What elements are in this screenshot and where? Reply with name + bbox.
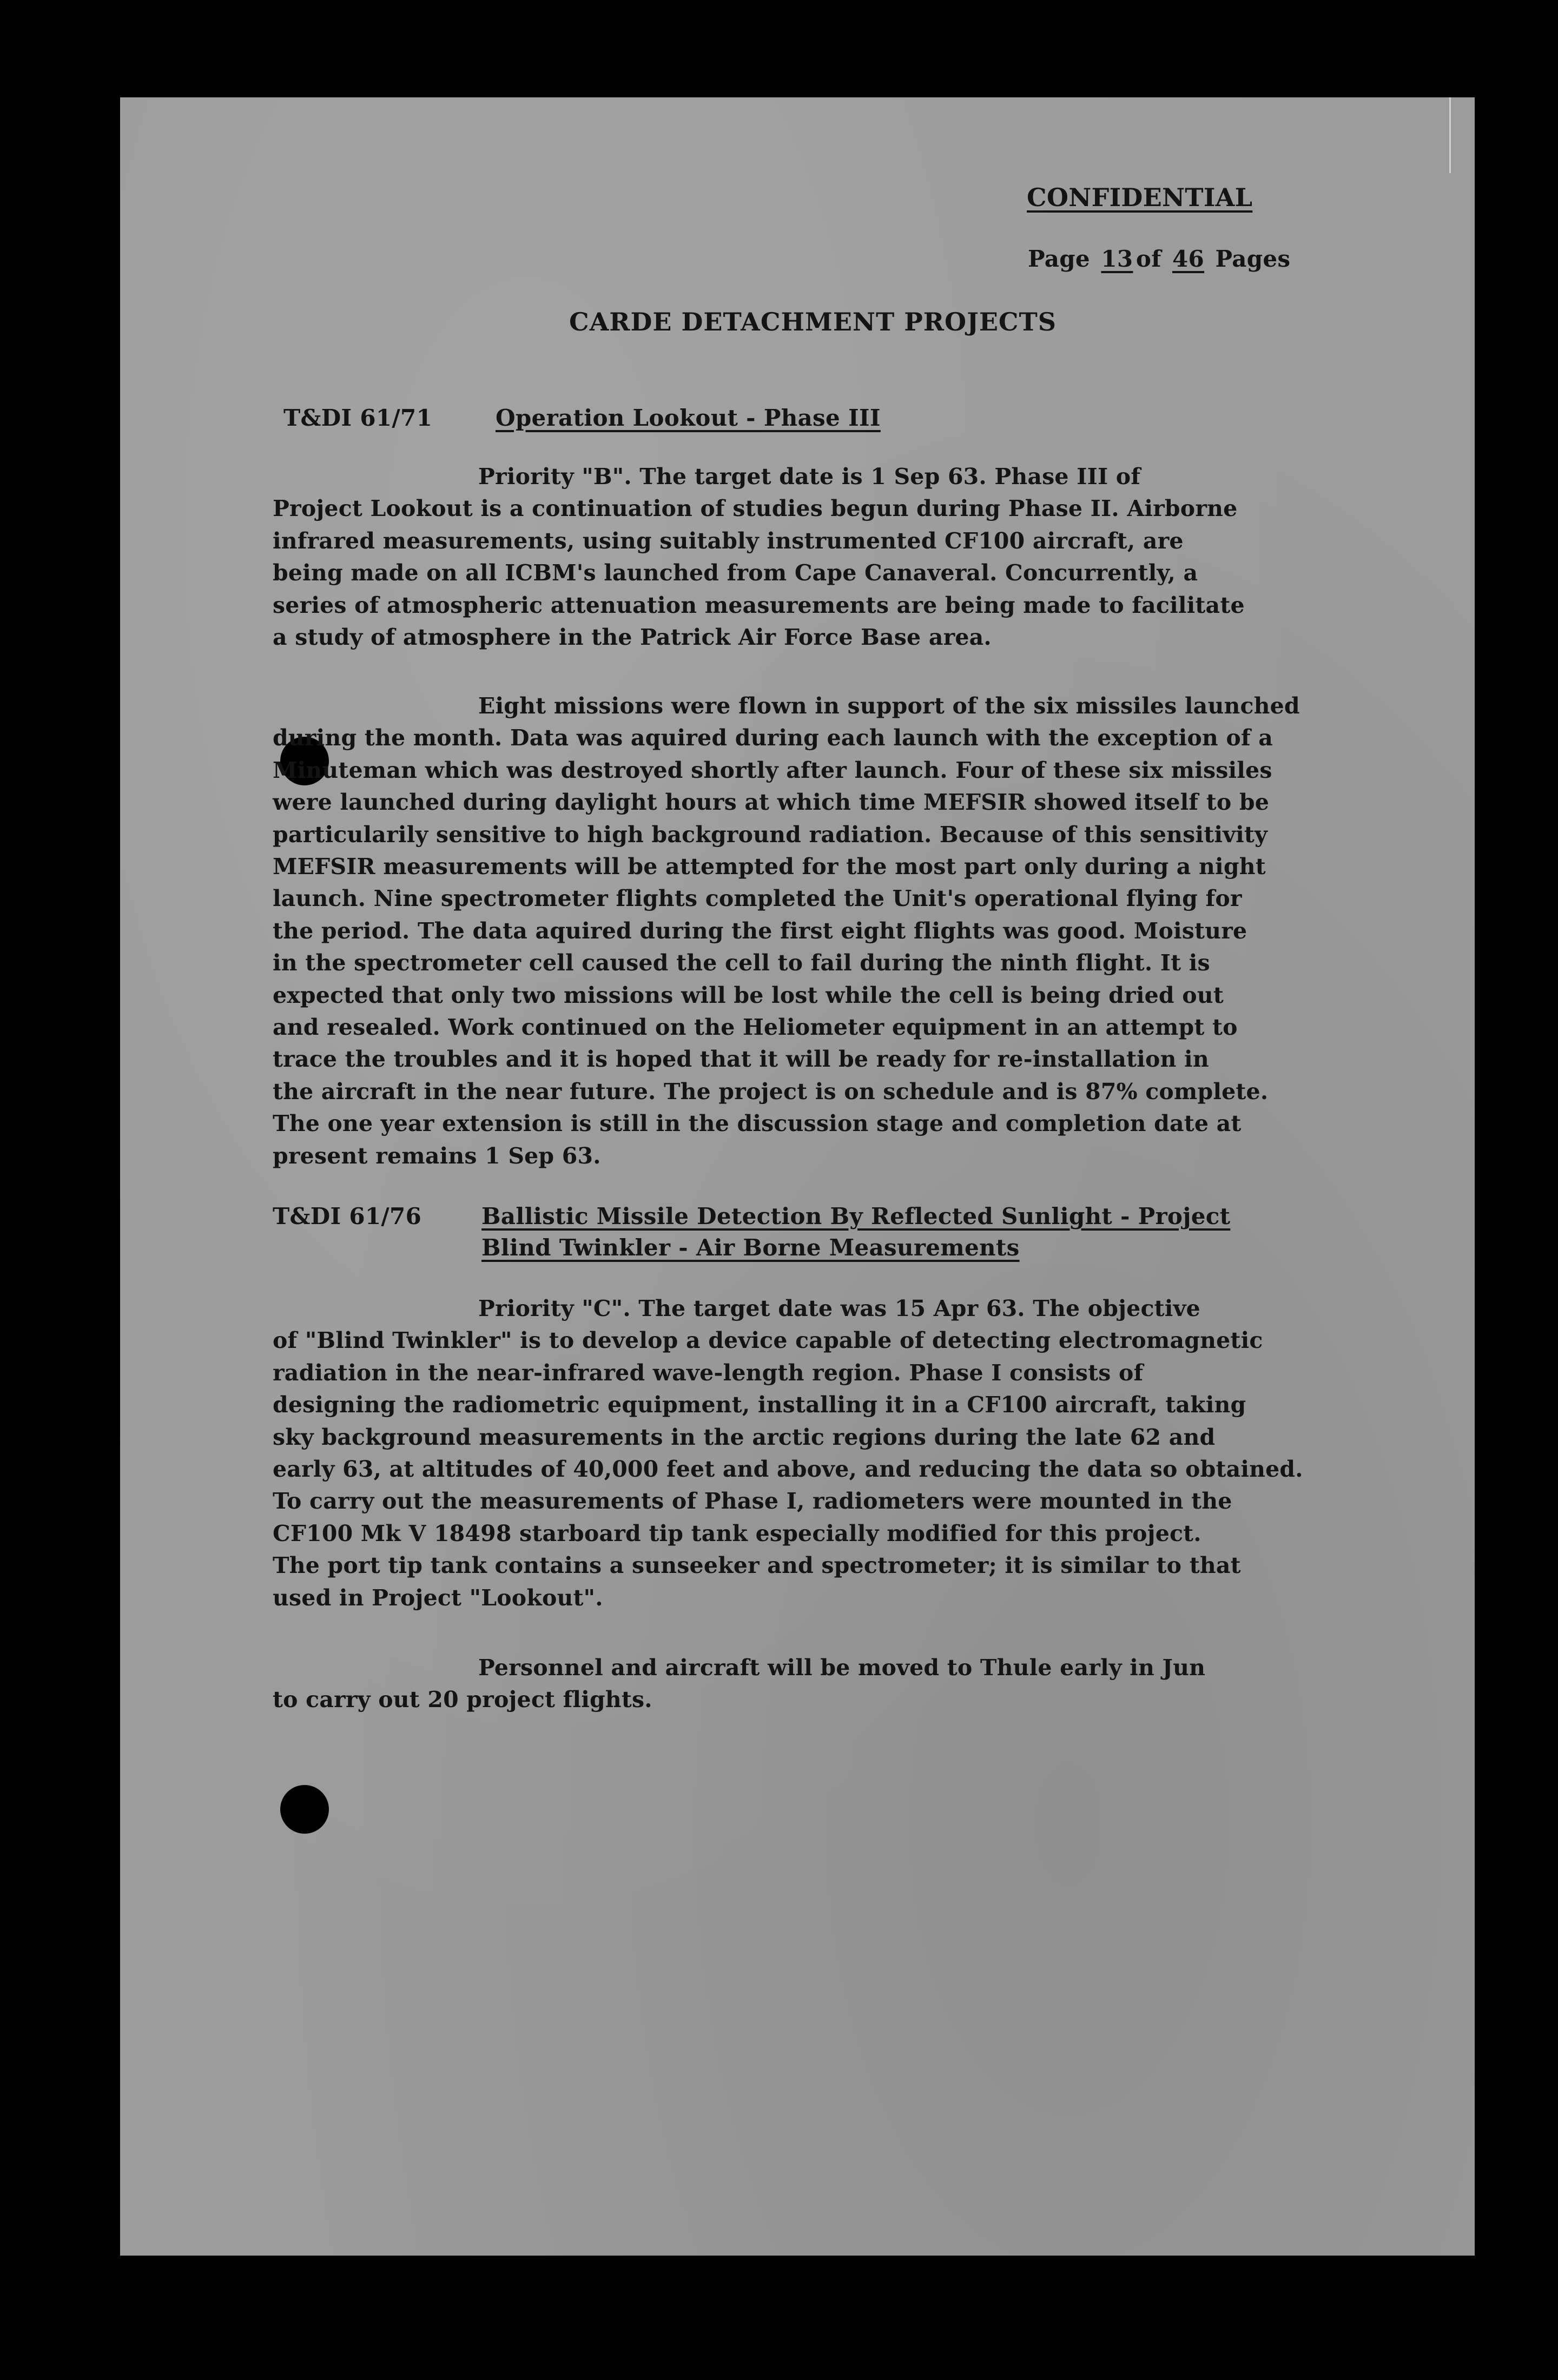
paragraph-line: The port tip tank contains a sunseeker and spectrometer; it is similar to that [273, 1552, 1241, 1579]
paragraph-line: the aircraft in the near future. The project is on schedule and is 87% complete. [273, 1078, 1269, 1105]
paragraph-line: Personnel and aircraft will be moved to Thule early in Jun [478, 1655, 1206, 1681]
punch-hole [280, 1785, 329, 1834]
project-title: Blind Twinkler - Air Borne Measurements [481, 1234, 1020, 1261]
paragraph-line: To carry out the measurements of Phase I, radiometers were mounted in the [273, 1488, 1232, 1515]
paragraph-line: to carry out 20 project flights. [273, 1687, 652, 1713]
paragraph-line: being made on all ICBM's launched from Cape Canaveral. Concurrently, a [273, 560, 1198, 586]
paragraph-line: MEFSIR measurements will be attempted for the most part only during a night [273, 854, 1266, 880]
page-total: 46 [1172, 246, 1205, 272]
paragraph-line: a study of atmosphere in the Patrick Air Force Base area. [273, 624, 992, 651]
paragraph-line: Eight missions were flown in support of the six missiles launched [478, 693, 1300, 719]
paragraph-line: The one year extension is still in the discussion stage and completion date at [273, 1110, 1242, 1137]
project-paragraph [273, 1293, 1436, 1614]
paragraph-line: sky background measurements in the arctic regions during the late 62 and [273, 1424, 1216, 1450]
paragraph-line: the period. The data aquired during the first eight flights was good. Moisture [273, 917, 1247, 944]
paragraph-line: CF100 Mk V 18498 starboard tip tank especially modified for this project. [273, 1520, 1201, 1546]
paragraph-line: Project Lookout is a continuation of studies begun during Phase II. Airborne [273, 495, 1238, 522]
of-label: of [1136, 246, 1161, 272]
paragraph-line: Priority "C". The target date was 15 Apr 63. The objective [478, 1295, 1200, 1321]
paragraph-line: Minuteman which was destroyed shortly after launch. Four of these six missiles [273, 757, 1272, 783]
classification-marking: CONFIDENTIAL [1027, 183, 1253, 212]
paragraph-line: early 63, at altitudes of 40,000 feet and above, and reducing the data so obtained. [273, 1456, 1303, 1483]
paragraph-line: during the month. Data was aquired during each launch with the exception of a [273, 725, 1273, 751]
project-title: Ballistic Missile Detection By Reflected Sunlight - Project [481, 1203, 1231, 1229]
project-paragraph [273, 1652, 1436, 1716]
paragraph-line: present remains 1 Sep 63. [273, 1142, 601, 1169]
paragraph-line: series of atmospheric attenuation measurements are being made to facilitate [273, 592, 1245, 618]
paragraph-line: designing the radiometric equipment, installing it in a CF100 aircraft, taking [273, 1392, 1246, 1418]
document-title: CARDE DETACHMENT PROJECTS [569, 307, 1057, 336]
project-id: T&DI 61/71 [283, 405, 433, 431]
paragraph-line: expected that only two missions will be lost while the cell is being dried out [273, 982, 1224, 1008]
paragraph-line: used in Project "Lookout". [273, 1584, 603, 1611]
paragraph-line: of "Blind Twinkler" is to develop a device capable of detecting electromagnetic [273, 1327, 1263, 1354]
paragraph-line: radiation in the near-infrared wave-length region. Phase I consists of [273, 1359, 1144, 1386]
paragraph-line: infrared measurements, using suitably instrumented CF100 aircraft, are [273, 527, 1184, 554]
pages-label: Pages [1215, 246, 1291, 272]
paragraph-line: launch. Nine spectrometer flights completed the Unit's operational flying for [273, 885, 1242, 912]
project-paragraph [273, 461, 1436, 653]
project-paragraph [273, 690, 1436, 1172]
project-id: T&DI 61/76 [273, 1203, 422, 1229]
paragraph-line: and resealed. Work continued on the Heliometer equipment in an attempt to [273, 1014, 1238, 1041]
paragraph-line: Priority "B". The target date is 1 Sep 63. Phase III of [478, 464, 1141, 490]
page-label: Page [1028, 246, 1090, 272]
page-number: 13 [1101, 246, 1133, 272]
paper-edge-mark [1449, 97, 1451, 173]
paragraph-line: were launched during daylight hours at which time MEFSIR showed itself to be [273, 789, 1270, 816]
paragraph-line: particularily sensitive to high background radiation. Because of this sensitivity [273, 821, 1268, 848]
paragraph-line: trace the troubles and it is hoped that it will be ready for re-installation in [273, 1046, 1209, 1073]
page-number-line [1028, 243, 1290, 275]
project-title: Operation Lookout - Phase III [496, 405, 881, 431]
paragraph-line: in the spectrometer cell caused the cell to fail during the ninth flight. It is [273, 950, 1210, 976]
